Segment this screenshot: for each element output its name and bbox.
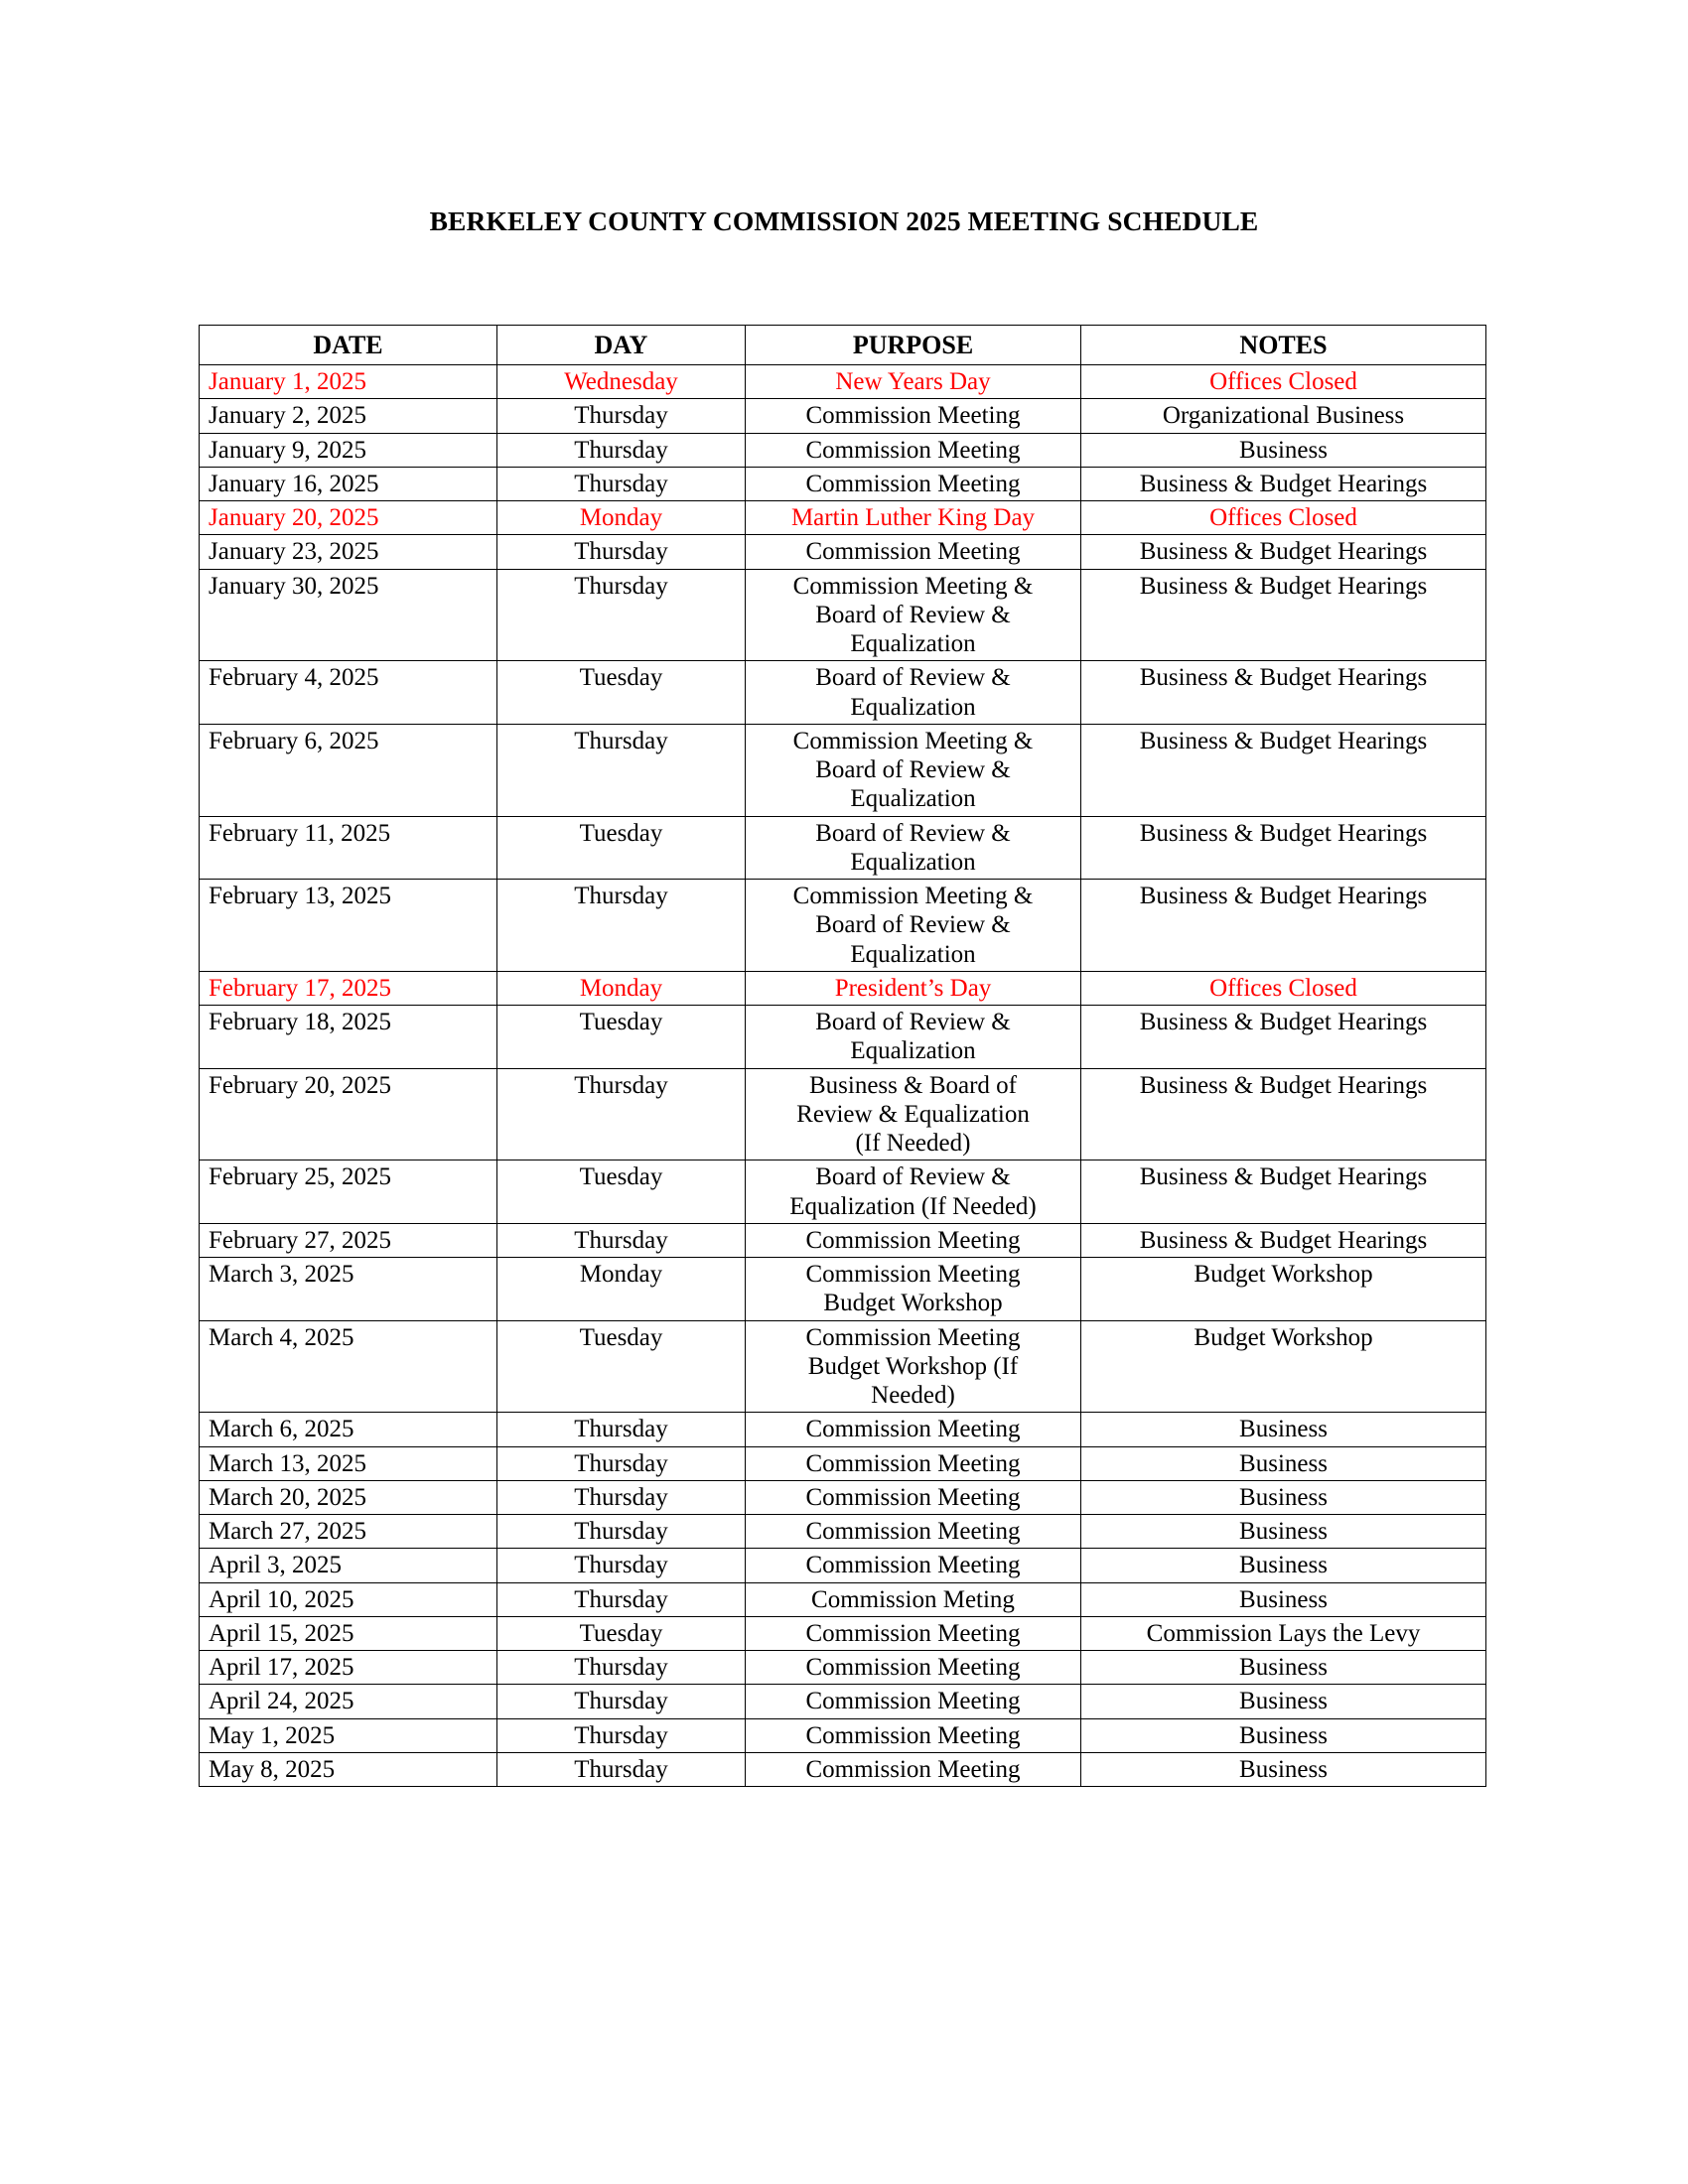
table-row — [200, 1258, 1486, 1321]
cell-purpose — [746, 1616, 1081, 1650]
table-row — [200, 1006, 1486, 1069]
cell-purpose-line: Commission Meeting — [805, 1518, 1021, 1545]
cell-purpose — [746, 1068, 1081, 1160]
cell-purpose-line: Review & Equalization — [796, 1100, 1030, 1128]
cell-notes — [1081, 569, 1486, 661]
cell-purpose — [746, 365, 1081, 399]
table-body — [200, 365, 1486, 1787]
page-title: BERKELEY COUNTY COMMISSION 2025 MEETING SCHEDULE — [429, 205, 1259, 237]
cell-day: Thursday — [497, 1515, 746, 1549]
table-row — [200, 1651, 1486, 1685]
cell-day: Thursday — [497, 1582, 746, 1616]
table-row — [200, 399, 1486, 433]
cell-purpose — [746, 399, 1081, 433]
cell-purpose — [746, 1718, 1081, 1752]
cell-date: January 23, 2025 — [200, 535, 497, 569]
cell-notes-line: Business — [1239, 1518, 1328, 1545]
cell-purpose-line: Board of Review & — [815, 664, 1011, 692]
cell-purpose — [746, 1160, 1081, 1224]
table-row — [200, 1752, 1486, 1786]
cell-notes — [1081, 971, 1486, 1005]
cell-day: Thursday — [497, 1718, 746, 1752]
cell-purpose-line: Equalization — [850, 940, 976, 968]
cell-day: Thursday — [497, 1413, 746, 1446]
column-header-notes: NOTES — [1081, 326, 1486, 365]
cell-date: January 1, 2025 — [200, 365, 497, 399]
table-row — [200, 816, 1486, 880]
cell-notes — [1081, 1068, 1486, 1160]
cell-day: Thursday — [497, 1068, 746, 1160]
cell-date: May 1, 2025 — [200, 1718, 497, 1752]
meeting-schedule-table — [199, 325, 1486, 1787]
cell-purpose-line: Commission Meeting — [805, 1721, 1021, 1749]
table-header-row — [200, 326, 1486, 365]
cell-purpose — [746, 535, 1081, 569]
table-row — [200, 433, 1486, 467]
cell-date: February 20, 2025 — [200, 1068, 497, 1160]
cell-notes-line: Business — [1239, 1688, 1328, 1715]
cell-purpose-line: President’s Day — [834, 974, 992, 1002]
cell-purpose — [746, 816, 1081, 880]
cell-day: Tuesday — [497, 1320, 746, 1413]
cell-notes-line: Offices Closed — [1209, 368, 1357, 395]
cell-purpose-line: Commission Meeting & — [792, 572, 1034, 600]
cell-day: Thursday — [497, 399, 746, 433]
cell-purpose-line: Equalization — [850, 1037, 976, 1065]
cell-notes — [1081, 1320, 1486, 1413]
cell-date: May 8, 2025 — [200, 1752, 497, 1786]
cell-purpose-line: Commission Meeting — [805, 1688, 1021, 1715]
table-row — [200, 467, 1486, 500]
cell-purpose-line: Commission Meeting — [805, 1654, 1021, 1681]
cell-notes — [1081, 880, 1486, 972]
cell-day: Thursday — [497, 1752, 746, 1786]
table-row — [200, 569, 1486, 661]
cell-notes-line: Budget Workshop — [1194, 1261, 1373, 1288]
cell-purpose — [746, 467, 1081, 500]
cell-notes-line: Business — [1239, 1416, 1328, 1443]
cell-notes — [1081, 1480, 1486, 1514]
cell-notes-line: Offices Closed — [1209, 504, 1357, 531]
cell-notes — [1081, 816, 1486, 880]
table-header — [200, 326, 1486, 365]
cell-notes — [1081, 724, 1486, 816]
cell-date: April 15, 2025 — [200, 1616, 497, 1650]
cell-day: Thursday — [497, 1446, 746, 1480]
cell-notes-line: Business — [1239, 1585, 1328, 1613]
cell-purpose — [746, 1258, 1081, 1321]
cell-notes — [1081, 1616, 1486, 1650]
table-row — [200, 1616, 1486, 1650]
cell-purpose-line: Commission Meeting & — [792, 883, 1034, 909]
cell-notes-line: Business & Budget Hearings — [1139, 1071, 1428, 1099]
cell-notes — [1081, 1651, 1486, 1685]
cell-date: February 18, 2025 — [200, 1006, 497, 1069]
cell-purpose — [746, 1413, 1081, 1446]
cell-notes-line: Business & Budget Hearings — [1139, 1163, 1428, 1191]
cell-notes — [1081, 535, 1486, 569]
cell-notes — [1081, 1582, 1486, 1616]
cell-notes-line: Business — [1239, 1755, 1328, 1783]
cell-purpose — [746, 1582, 1081, 1616]
cell-day: Monday — [497, 971, 746, 1005]
cell-purpose-line: Commission Meeting — [805, 1226, 1021, 1254]
cell-purpose — [746, 1752, 1081, 1786]
cell-purpose-line: Board of Review & — [815, 601, 1011, 628]
cell-purpose — [746, 971, 1081, 1005]
cell-purpose — [746, 1223, 1081, 1257]
cell-date: February 13, 2025 — [200, 880, 497, 972]
cell-date: February 25, 2025 — [200, 1160, 497, 1224]
cell-purpose-line: Commission Meeting — [805, 1619, 1021, 1647]
cell-notes-line: Business — [1239, 1552, 1328, 1579]
cell-purpose-line: Commission Meting — [811, 1585, 1015, 1613]
cell-notes-line: Business — [1239, 1721, 1328, 1749]
cell-notes — [1081, 1446, 1486, 1480]
table-row — [200, 535, 1486, 569]
cell-purpose-line: Commission Meeting — [805, 1416, 1021, 1443]
cell-notes-line: Business & Budget Hearings — [1139, 538, 1428, 566]
cell-date: March 4, 2025 — [200, 1320, 497, 1413]
cell-purpose-line: Board of Review & — [815, 756, 1011, 783]
cell-date: January 30, 2025 — [200, 569, 497, 661]
cell-purpose-line: Commission Meeting — [805, 470, 1021, 497]
cell-notes-line: Business — [1239, 1449, 1328, 1477]
cell-notes-line: Business — [1239, 1483, 1328, 1511]
cell-purpose-line: Equalization — [850, 693, 976, 721]
cell-day: Thursday — [497, 1480, 746, 1514]
cell-day: Tuesday — [497, 816, 746, 880]
cell-notes — [1081, 1549, 1486, 1582]
cell-day: Thursday — [497, 433, 746, 467]
cell-purpose-line: Board of Review & — [815, 1009, 1011, 1035]
cell-day: Tuesday — [497, 661, 746, 725]
cell-notes-line: Business & Budget Hearings — [1139, 664, 1428, 692]
table-row — [200, 971, 1486, 1005]
cell-day: Thursday — [497, 880, 746, 972]
cell-purpose — [746, 1320, 1081, 1413]
cell-purpose-line: Commission Meeting — [805, 436, 1021, 464]
table-row — [200, 880, 1486, 972]
cell-purpose — [746, 569, 1081, 661]
cell-purpose — [746, 1480, 1081, 1514]
table-row — [200, 1480, 1486, 1514]
cell-notes-line: Business & Budget Hearings — [1139, 819, 1428, 847]
table-row — [200, 1718, 1486, 1752]
cell-purpose-line: Commission Meeting — [805, 1261, 1021, 1288]
cell-day: Thursday — [497, 1685, 746, 1718]
cell-purpose-line: Commission Meeting — [805, 1552, 1021, 1579]
cell-purpose — [746, 1515, 1081, 1549]
cell-date: April 17, 2025 — [200, 1651, 497, 1685]
cell-date: April 3, 2025 — [200, 1549, 497, 1582]
cell-notes-line: Business — [1239, 1654, 1328, 1681]
table-row — [200, 501, 1486, 535]
cell-day: Thursday — [497, 467, 746, 500]
cell-notes — [1081, 1258, 1486, 1321]
cell-purpose — [746, 1651, 1081, 1685]
cell-date: April 24, 2025 — [200, 1685, 497, 1718]
cell-notes — [1081, 365, 1486, 399]
table-row — [200, 1160, 1486, 1224]
cell-notes — [1081, 1160, 1486, 1224]
cell-purpose — [746, 1446, 1081, 1480]
cell-day: Thursday — [497, 1651, 746, 1685]
cell-purpose-line: Commission Meeting — [805, 1483, 1021, 1511]
cell-date: March 3, 2025 — [200, 1258, 497, 1321]
table-row — [200, 1582, 1486, 1616]
cell-purpose — [746, 1006, 1081, 1069]
table-row — [200, 1515, 1486, 1549]
table-row — [200, 724, 1486, 816]
cell-purpose-line: Needed) — [871, 1382, 955, 1409]
cell-notes-line: Business — [1239, 436, 1328, 464]
cell-notes-line: Business & Budget Hearings — [1139, 1009, 1428, 1035]
table-row — [200, 1685, 1486, 1718]
cell-day: Wednesday — [497, 365, 746, 399]
cell-notes — [1081, 1515, 1486, 1549]
cell-purpose-line: Martin Luther King Day — [790, 504, 1036, 531]
table-row — [200, 1068, 1486, 1160]
cell-date: February 6, 2025 — [200, 724, 497, 816]
cell-notes — [1081, 1006, 1486, 1069]
cell-day: Monday — [497, 1258, 746, 1321]
cell-date: January 20, 2025 — [200, 501, 497, 535]
cell-date: January 16, 2025 — [200, 467, 497, 500]
cell-purpose-line: Equalization — [850, 785, 976, 813]
cell-purpose-line: Equalization (If Needed) — [789, 1192, 1037, 1220]
cell-day: Thursday — [497, 569, 746, 661]
cell-day: Thursday — [497, 1549, 746, 1582]
cell-purpose-line: Board of Review & — [815, 1163, 1011, 1191]
cell-notes-line: Offices Closed — [1209, 974, 1357, 1002]
cell-purpose — [746, 433, 1081, 467]
cell-date: April 10, 2025 — [200, 1582, 497, 1616]
cell-purpose-line: Board of Review & — [815, 819, 1011, 847]
table-row — [200, 1223, 1486, 1257]
cell-purpose — [746, 661, 1081, 725]
cell-purpose — [746, 724, 1081, 816]
cell-date: January 2, 2025 — [200, 399, 497, 433]
cell-purpose-line: Equalization — [850, 848, 976, 876]
cell-purpose-line: Business & Board of — [808, 1071, 1018, 1099]
column-header-day: DAY — [497, 326, 746, 365]
cell-notes — [1081, 1752, 1486, 1786]
cell-notes-line: Business & Budget Hearings — [1139, 883, 1428, 909]
cell-date: February 11, 2025 — [200, 816, 497, 880]
cell-purpose-line: New Years Day — [835, 368, 991, 395]
table-row — [200, 1413, 1486, 1446]
cell-date: February 17, 2025 — [200, 971, 497, 1005]
cell-purpose-line: Commission Meeting — [805, 1323, 1021, 1351]
cell-purpose-line: Budget Workshop — [823, 1290, 1003, 1317]
cell-purpose-line: Board of Review & — [815, 911, 1011, 939]
cell-notes — [1081, 1413, 1486, 1446]
cell-date: March 27, 2025 — [200, 1515, 497, 1549]
table-row — [200, 365, 1486, 399]
cell-notes — [1081, 661, 1486, 725]
table-row — [200, 1446, 1486, 1480]
cell-notes-line: Business & Budget Hearings — [1139, 727, 1428, 754]
cell-purpose — [746, 501, 1081, 535]
cell-date: February 27, 2025 — [200, 1223, 497, 1257]
cell-notes — [1081, 1223, 1486, 1257]
cell-purpose-line: Commission Meeting — [805, 538, 1021, 566]
cell-notes-line: Business & Budget Hearings — [1139, 1226, 1428, 1254]
cell-date: March 6, 2025 — [200, 1413, 497, 1446]
cell-purpose — [746, 880, 1081, 972]
cell-notes — [1081, 399, 1486, 433]
cell-notes — [1081, 501, 1486, 535]
cell-purpose-line: Commission Meeting — [805, 1755, 1021, 1783]
cell-purpose-line: Commission Meeting & — [792, 727, 1034, 754]
table-row — [200, 1549, 1486, 1582]
cell-notes-line: Budget Workshop — [1194, 1323, 1373, 1351]
table-row — [200, 1320, 1486, 1413]
cell-day: Monday — [497, 501, 746, 535]
cell-date: March 20, 2025 — [200, 1480, 497, 1514]
cell-day: Thursday — [497, 1223, 746, 1257]
cell-notes — [1081, 433, 1486, 467]
cell-notes — [1081, 467, 1486, 500]
cell-notes — [1081, 1685, 1486, 1718]
cell-notes-line: Organizational Business — [1162, 402, 1405, 430]
cell-purpose — [746, 1685, 1081, 1718]
cell-day: Thursday — [497, 535, 746, 569]
cell-purpose-line: Equalization — [850, 630, 976, 657]
cell-day: Tuesday — [497, 1160, 746, 1224]
cell-purpose-line: Budget Workshop (If — [807, 1352, 1019, 1380]
column-header-purpose: PURPOSE — [746, 326, 1081, 365]
cell-purpose-line: Commission Meeting — [805, 402, 1021, 430]
cell-purpose — [746, 1549, 1081, 1582]
cell-notes-line: Commission Lays the Levy — [1146, 1619, 1421, 1647]
cell-purpose-line: (If Needed) — [855, 1130, 971, 1157]
cell-day: Tuesday — [497, 1616, 746, 1650]
cell-notes-line: Business & Budget Hearings — [1139, 572, 1428, 600]
cell-date: January 9, 2025 — [200, 433, 497, 467]
cell-date: February 4, 2025 — [200, 661, 497, 725]
column-header-date: DATE — [200, 326, 497, 365]
cell-date: March 13, 2025 — [200, 1446, 497, 1480]
cell-notes-line: Business & Budget Hearings — [1139, 470, 1428, 497]
cell-purpose-line: Commission Meeting — [805, 1449, 1021, 1477]
cell-day: Tuesday — [497, 1006, 746, 1069]
cell-day: Thursday — [497, 724, 746, 816]
table-row — [200, 661, 1486, 725]
cell-notes — [1081, 1718, 1486, 1752]
